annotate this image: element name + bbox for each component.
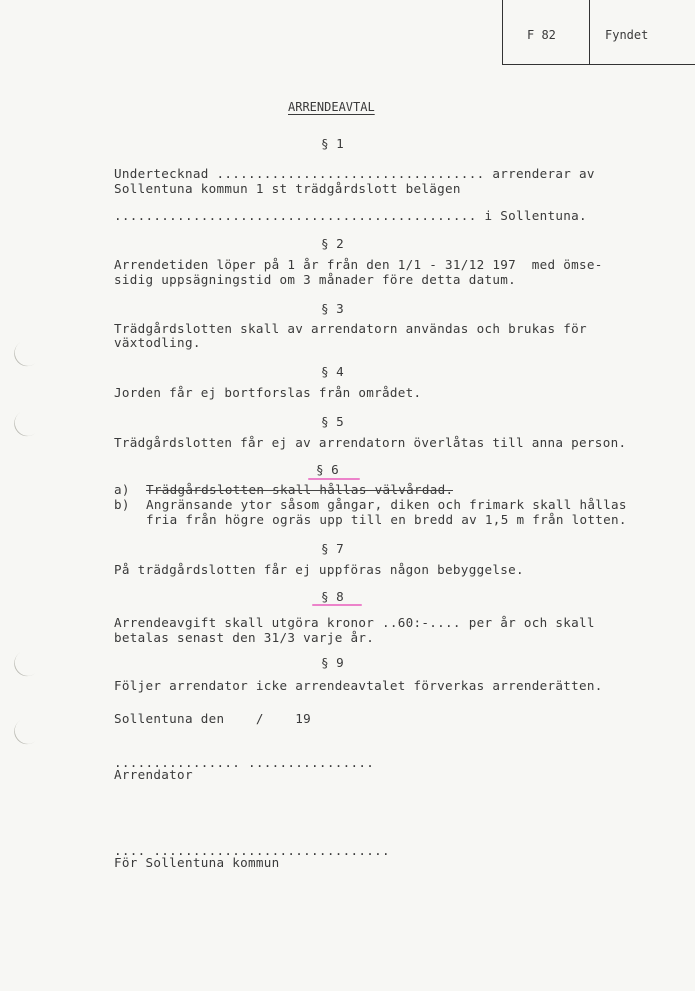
lessee-label: Arrendator <box>114 767 193 782</box>
section-heading: § 8 <box>321 589 344 604</box>
punch-hole-mark <box>9 335 46 372</box>
section-text: betalas senast den 31/3 varje år. <box>114 630 375 645</box>
section-text: Arrendeavgift skall utgöra kronor ..60:-.... per år och skall <box>114 615 595 630</box>
section-text: växtodling. <box>114 335 201 350</box>
section-text: Jorden får ej bortforslas från området. <box>114 385 422 400</box>
highlighter-mark <box>308 478 360 480</box>
municipality-label: För Sollentuna kommun <box>114 855 280 870</box>
section-heading: § 1 <box>321 136 344 151</box>
section-text: Trädgårdslotten får ej av arrendatorn överlåtas till anna person. <box>114 435 627 450</box>
struck-text: Trädgårdslotten skall hållas välvårdad. <box>146 482 454 497</box>
punch-hole-mark <box>9 405 46 442</box>
section-text: På trädgårdslotten får ej uppföras någon bebyggelse. <box>114 562 524 577</box>
section-text: sidig uppsägningstid om 3 månader före detta datum. <box>114 272 516 287</box>
list-item-label: a) <box>114 482 130 497</box>
section-text: Undertecknad .................................. arrenderar av <box>114 166 595 181</box>
section-text: .............................................. i Sollentuna. <box>114 208 587 223</box>
section-heading: § 3 <box>321 301 344 316</box>
section-heading: § 5 <box>321 414 344 429</box>
section-heading: § 9 <box>321 655 344 670</box>
list-item-text-struck <box>146 482 453 497</box>
section-text: Sollentuna kommun 1 st trädgårdslott belägen <box>114 181 461 196</box>
punch-hole-mark <box>9 713 46 750</box>
punch-hole-mark <box>9 645 46 682</box>
section-text: Trädgårdslotten skall av arrendatorn användas och brukas för <box>114 321 587 336</box>
date-line: Sollentuna den / 19 <box>114 711 312 726</box>
highlighter-mark <box>312 604 362 606</box>
document-id-box <box>502 0 695 65</box>
signature-dots: ................ ................ <box>114 755 375 770</box>
section-heading: § 7 <box>321 541 344 556</box>
collection-name: Fyndet <box>605 28 649 42</box>
box-divider <box>589 0 590 64</box>
list-item-text: Angränsande ytor såsom gångar, diken och frimark skall hållas <box>146 497 627 512</box>
section-text: Följer arrendator icke arrendeavtalet förverkas arrenderätten. <box>114 678 603 693</box>
section-text: Arrendetiden löper på 1 år från den 1/1 - 31/12 197 med ömse- <box>114 257 603 272</box>
list-item-text: fria från högre ogräs upp till en bredd av 1,5 m från lotten. <box>146 512 627 527</box>
signature-dots: .... .............................. <box>114 843 390 858</box>
section-heading: § 6 <box>316 462 339 477</box>
list-item-label: b) <box>114 497 130 512</box>
document-code: F 82 <box>527 28 556 42</box>
section-heading: § 4 <box>321 364 344 379</box>
section-heading: § 2 <box>321 236 344 251</box>
document-title: ARRENDEAVTAL <box>288 100 375 114</box>
